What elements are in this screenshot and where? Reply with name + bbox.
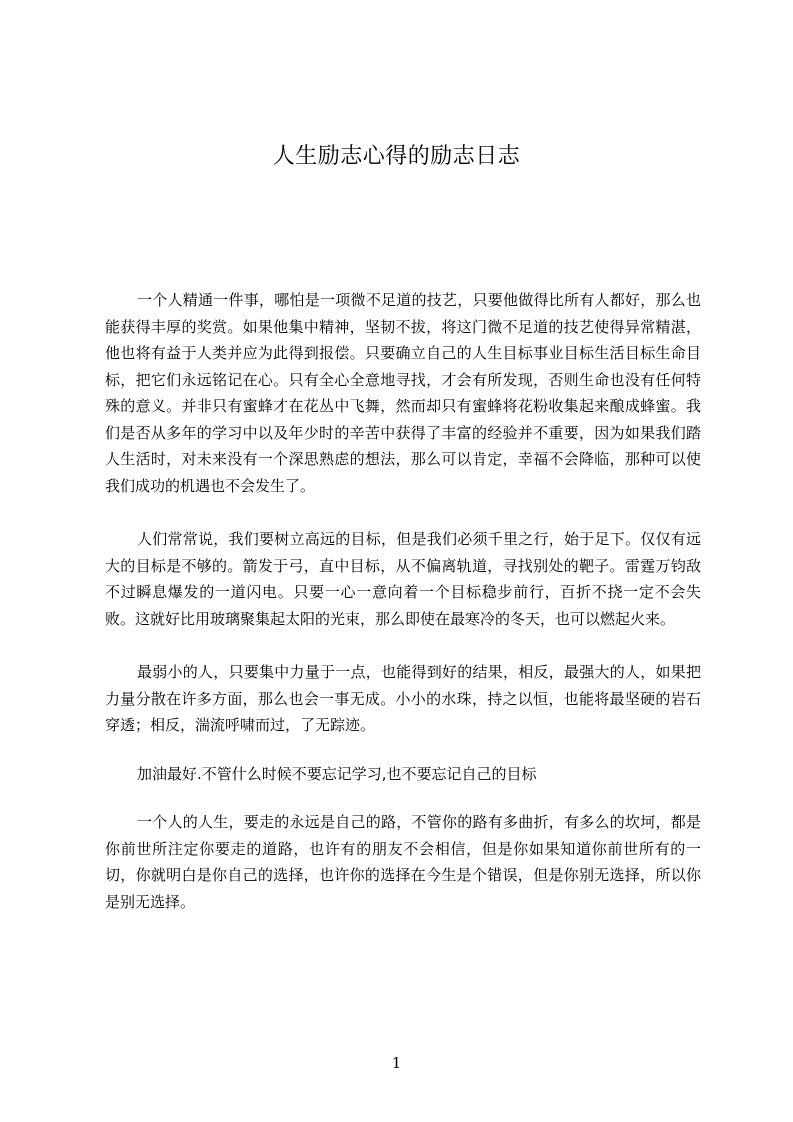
document-body [105, 287, 701, 915]
paragraph-3: 最弱小的人，只要集中力量于一点，也能得到好的结果，相反，最强大的人，如果把力量分散在许多方面，那么也会一事无成。小小的水珠，持之以恒，也能将最坚硬的岩石穿透；相反，湍流呼啸而过，了无踪迹。 [105, 663, 701, 734]
paragraph-5: 一个人的人生，要走的永远是自己的路，不管你的路有多曲折，有多么的坎坷，都是你前世所注定你要走的道路，也许有的朋友不会相信，但是你如果知道你前世所有的一切，你就明白是你自己的选择，也许你的选择在今生是个错误，但是你别无选择，所以你是别无选择。 [105, 813, 701, 911]
paragraph-1: 一个人精通一件事，哪怕是一项微不足道的技艺，只要他做得比所有人都好，那么也能获得丰厚的奖赏。如果他集中精神，坚韧不拔，将这门微不足道的技艺使得异常精湛，他也将有益于人类并应为此得到报偿。只要确立自己的人生目标事业目标生活目标生命目标，把它们永远铭记在心。只有全心全意地寻找，才会有所发现，否则生命也没有任何特殊的意义。并非只有蜜蜂才在花丛中飞舞，然而却只有蜜蜂将花粉收集起来酿成蜂蜜。我们是否从多年的学习中以及年少时的辛苦中获得了丰富的经验并不重要，因为如果我们踏人生活时，对未来没有一个深思熟虑的想法，那么可以肯定，幸福不会降临，那种可以使我们成功的机遇也不会发生了。 [105, 291, 701, 495]
document-title: 人生励志心得的励志日志 [272, 144, 521, 169]
paragraph-4: 加油最好.不管什么时候不要忘记学习,也不要忘记自己的目标 [137, 764, 537, 783]
paragraph-2: 人们常常说，我们要树立高远的目标，但是我们必须千里之行，始于足下。仅仅有远大的目标是不够的。箭发于弓，直中目标，从不偏离轨道，寻找别处的靶子。雷霆万钧敌不过瞬息爆发的一道闪电。只要一心一意向着一个目标稳步前行，百折不挠一定不会失败。这就好比用玻璃聚集起太阳的光束，那么即使在最寒冷的冬天，也可以燃起火来。 [105, 530, 701, 628]
page-number: 1 [391, 1054, 402, 1072]
